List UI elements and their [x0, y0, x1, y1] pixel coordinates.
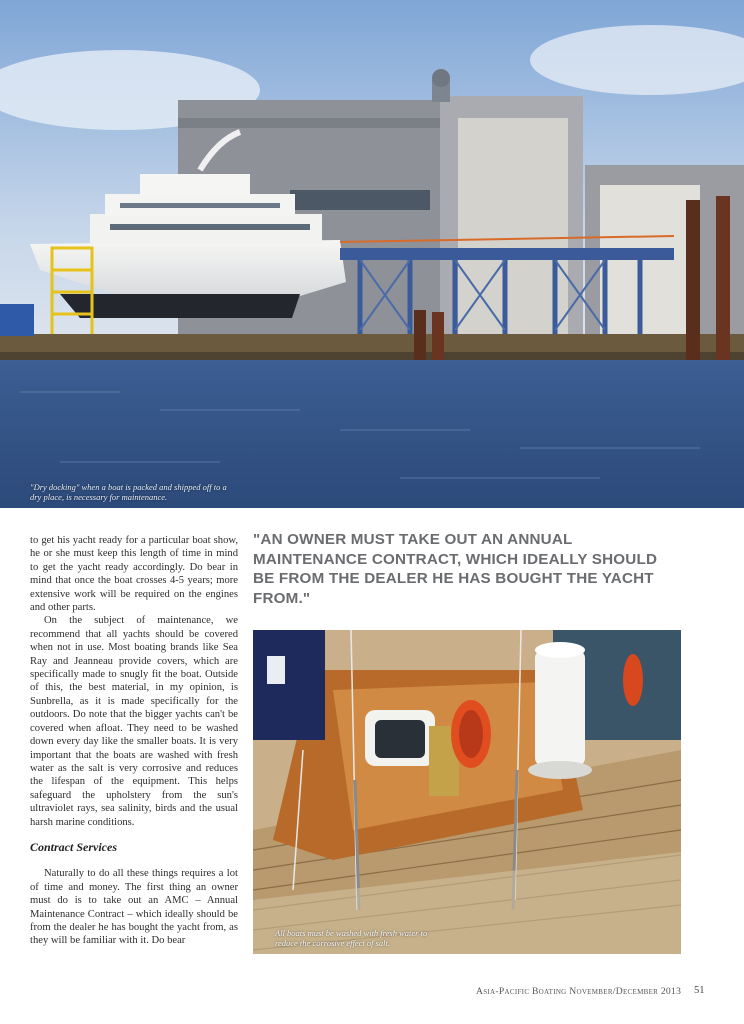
- body-paragraph: Naturally to do all these things requires a lot of time and money. The first thing an owner must do is to take out an AMC – Annual Maintenance Contract – which ideally should be from the dealer he has bought the yacht from, as they will be familiar with it. Do bear: [30, 868, 238, 947]
- deck-photo: [253, 630, 681, 954]
- page-number: 51: [694, 985, 705, 996]
- body-paragraph: On the subject of maintenance, we recommend that all yachts should be covered when not in use. Most boating brands like Sea Ray and Jeanneau provide covers, which are specifically made to snugly fit the boat. Outside of this, the best material, in my opinion, is Sunbrella, as it is made specifically for the outdoors. Do note that the bigger yachts can't be covered when afloat. They need to be washed down every day like the smaller boats. It is very important that the boats are washed with fresh water as the salt is very corrosive and reduces the lifespan of the equipment. This helps safeguard the upholstery from the sun's ultraviolet rays, sea salinity, birds and the usual harsh marine conditions.: [30, 615, 238, 828]
- shipyard-illustration: [0, 0, 744, 508]
- deck-photo-caption: All boats must be washed with fresh water to reduce the corrosive effect of salt.: [275, 928, 428, 948]
- body-paragraph: to get his yacht ready for a particular boat show, he or she must keep this length of time in mind to get the yacht ready accordingly. Do bear in mind that once the boat crosses 4-5 years; more extensive work will be required on the engines and other parts.: [30, 535, 238, 614]
- yacht-deck-illustration: [253, 630, 681, 954]
- hero-photo-caption: "Dry docking" when a boat is packed and shipped off to a dry place, is necessary for maintenance.: [30, 482, 227, 502]
- publication-footer: Asia-Pacific Boating November/December 2013: [476, 986, 682, 997]
- body-column: [30, 534, 238, 948]
- pull-quote: "AN OWNER MUST TAKE OUT AN ANNUAL MAINTENANCE CONTRACT, WHICH IDEALLY SHOULD BE FROM THE DEALER HE HAS BOUGHT THE YACHT FROM.": [253, 531, 658, 607]
- hero-photo: [0, 0, 744, 508]
- section-subheading: Contract Services: [30, 839, 117, 854]
